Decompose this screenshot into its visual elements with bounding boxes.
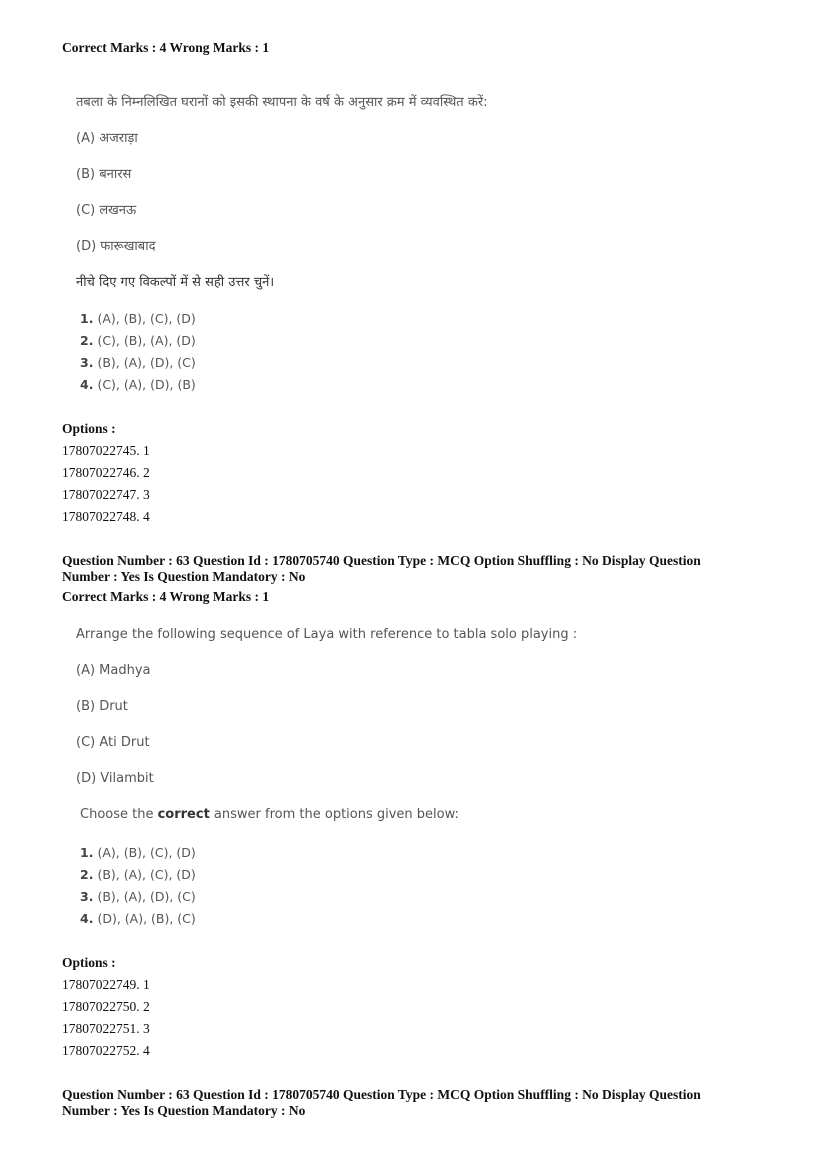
option-id: 17807022747. 3 xyxy=(62,487,150,502)
option-id: 17807022749. 1 xyxy=(62,977,150,992)
option-id: 17807022748. 4 xyxy=(62,509,150,524)
question-header: Question Number : 63 Question Id : 1780705740 Question Type : MCQ Option Shuffling : No Display Question xyxy=(62,1087,701,1102)
option-id: 17807022745. 1 xyxy=(62,443,150,458)
answer-choice xyxy=(80,333,196,348)
choice-number: 1. xyxy=(80,845,94,860)
question-header: Question Number : 63 Question Id : 1780705740 Question Type : MCQ Option Shuffling : No Display Question xyxy=(62,553,701,568)
option-id: 17807022752. 4 xyxy=(62,1043,150,1058)
choice-text: (D), (A), (B), (C) xyxy=(97,911,196,926)
question-header: Number : Yes Is Question Mandatory : No xyxy=(62,1103,306,1118)
question-item: (C) लखनऊ xyxy=(76,203,137,218)
option-id: 17807022751. 3 xyxy=(62,1021,150,1036)
option-id: 17807022750. 2 xyxy=(62,999,150,1014)
choice-number: 4. xyxy=(80,911,94,926)
choice-number: 1. xyxy=(80,311,94,326)
options-label: Options : xyxy=(62,955,116,970)
question-intro: तबला के निम्नलिखित घरानों को इसकी स्थापना के वर्ष के अनुसार क्रम में व्यवस्थित करें: xyxy=(76,95,488,110)
answer-choice xyxy=(80,911,196,926)
choice-number: 3. xyxy=(80,889,94,904)
question-item: (B) बनारस xyxy=(76,167,132,182)
options-label: Options : xyxy=(62,421,116,436)
marks-line: Correct Marks : 4 Wrong Marks : 1 xyxy=(62,40,270,55)
question-header: Number : Yes Is Question Mandatory : No xyxy=(62,569,306,584)
instruction-text: Choose the xyxy=(80,807,158,822)
question-item: (C) Ati Drut xyxy=(76,735,150,750)
instruction-text: answer from the options given below: xyxy=(209,807,459,822)
answer-choice xyxy=(80,355,196,370)
answer-choice xyxy=(80,845,196,860)
question-instruction: नीचे दिए गए विकल्पों में से सही उत्तर चुनें। xyxy=(76,275,275,290)
choice-number: 4. xyxy=(80,377,94,392)
choice-text: (A), (B), (C), (D) xyxy=(97,311,196,326)
question-item: (B) Drut xyxy=(76,699,128,714)
choice-text: (B), (A), (D), (C) xyxy=(97,889,196,904)
question-item: (A) अजराड़ा xyxy=(76,131,138,146)
choice-text: (A), (B), (C), (D) xyxy=(97,845,196,860)
answer-choice xyxy=(80,311,196,326)
answer-choice xyxy=(80,377,196,392)
choice-text: (B), (A), (C), (D) xyxy=(97,867,196,882)
answer-choice xyxy=(80,889,196,904)
instruction-emphasis: correct xyxy=(157,807,210,822)
answer-choice xyxy=(80,867,196,882)
choice-text: (C), (A), (D), (B) xyxy=(97,377,196,392)
choice-text: (B), (A), (D), (C) xyxy=(97,355,196,370)
choice-number: 2. xyxy=(80,867,94,882)
choice-number: 3. xyxy=(80,355,94,370)
question-item: (A) Madhya xyxy=(76,663,151,678)
question-intro: Arrange the following sequence of Laya with reference to tabla solo playing : xyxy=(76,627,578,642)
question-item: (D) Vilambit xyxy=(76,771,154,786)
option-id: 17807022746. 2 xyxy=(62,465,150,480)
choice-number: 2. xyxy=(80,333,94,348)
marks-line: Correct Marks : 4 Wrong Marks : 1 xyxy=(62,589,270,604)
question-instruction xyxy=(80,807,459,822)
choice-text: (C), (B), (A), (D) xyxy=(97,333,196,348)
question-item: (D) फारूखाबाद xyxy=(76,239,156,254)
